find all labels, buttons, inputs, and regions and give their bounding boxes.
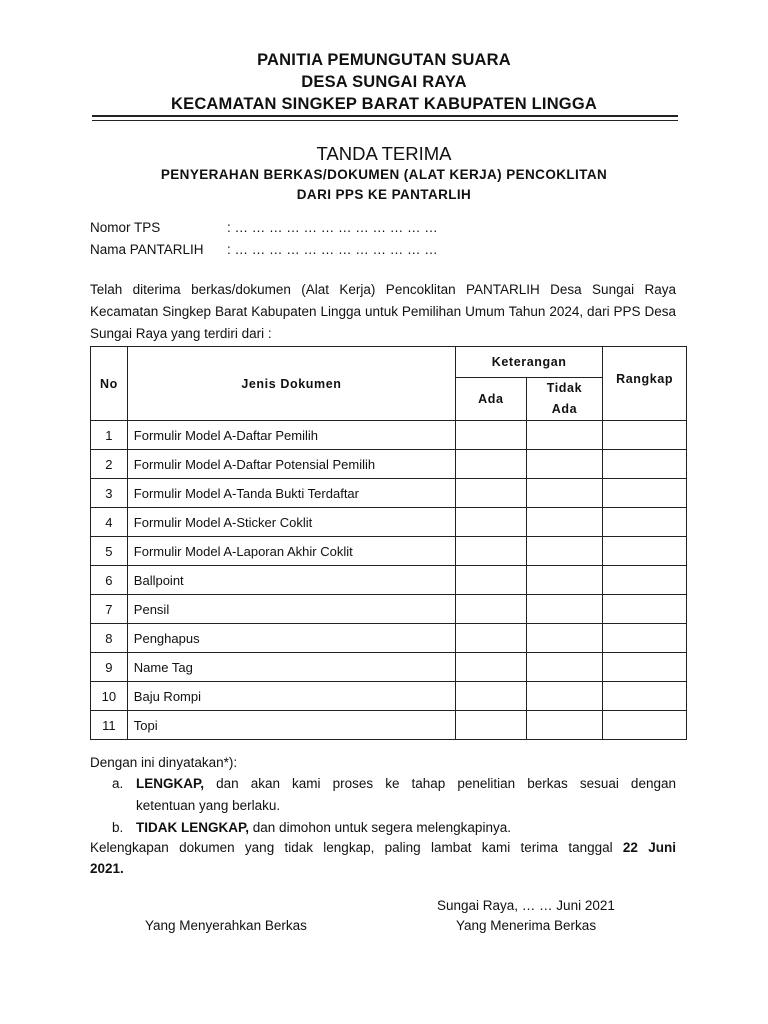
document-title: TANDA TERIMA [316, 143, 452, 164]
header-ada: Ada [456, 378, 527, 421]
row-tidak-ada-cell [526, 595, 603, 624]
row-number: 8 [91, 624, 128, 653]
table-body [91, 421, 687, 740]
row-ada-cell [456, 450, 527, 479]
option-a-line2: ketentuan yang berlaku. [136, 798, 281, 813]
table-row [91, 595, 687, 624]
option-a-label: LENGKAP, [136, 776, 205, 791]
committee-name: PANITIA PEMUNGUTAN SUARA [257, 51, 511, 69]
row-number: 6 [91, 566, 128, 595]
row-document-name: Penghapus [127, 624, 455, 653]
header-tidak-ada-line1: Tidak [546, 381, 583, 395]
field-value-nama-pantarlih: : … … … … … … … … … … … … [227, 242, 438, 257]
row-rangkap-cell [603, 682, 687, 711]
table-row [91, 479, 687, 508]
row-document-name: Formulir Model A-Sticker Coklit [127, 508, 455, 537]
row-ada-cell [456, 682, 527, 711]
row-ada-cell [456, 595, 527, 624]
statement-intro: Dengan ini dinyatakan*): [90, 755, 238, 770]
table-row [91, 566, 687, 595]
field-label-nomor-tps: Nomor TPS [90, 220, 161, 235]
table-row [91, 421, 687, 450]
row-tidak-ada-cell [526, 537, 603, 566]
row-ada-cell [456, 421, 527, 450]
header-rule-thin [92, 120, 678, 121]
row-rangkap-cell [603, 450, 687, 479]
header-jenis-dokumen: Jenis Dokumen [127, 347, 455, 421]
row-document-name: Pensil [127, 595, 455, 624]
row-number: 3 [91, 479, 128, 508]
row-tidak-ada-cell [526, 421, 603, 450]
row-number: 7 [91, 595, 128, 624]
header-rule-thick [92, 115, 678, 117]
row-number: 9 [91, 653, 128, 682]
row-document-name: Formulir Model A-Daftar Potensial Pemilih [127, 450, 455, 479]
table-row [91, 653, 687, 682]
row-number: 5 [91, 537, 128, 566]
row-document-name: Formulir Model A-Laporan Akhir Coklit [127, 537, 455, 566]
row-document-name: Name Tag [127, 653, 455, 682]
signature-giver: Yang Menyerahkan Berkas [145, 918, 307, 933]
row-rangkap-cell [603, 479, 687, 508]
row-tidak-ada-cell [526, 450, 603, 479]
row-tidak-ada-cell [526, 479, 603, 508]
header-tidak-ada-line2: Ada [551, 402, 578, 416]
row-rangkap-cell [603, 624, 687, 653]
option-a-line1 [136, 776, 676, 791]
row-number: 11 [91, 711, 128, 740]
row-ada-cell [456, 566, 527, 595]
row-rangkap-cell [603, 537, 687, 566]
row-tidak-ada-cell [526, 711, 603, 740]
row-number: 2 [91, 450, 128, 479]
row-document-name: Baju Rompi [127, 682, 455, 711]
option-b-marker: b. [112, 820, 124, 835]
table-row [91, 711, 687, 740]
header-keterangan: Keterangan [456, 347, 603, 378]
place-date: Sungai Raya, … … Juni 2021 [437, 898, 615, 913]
row-rangkap-cell [603, 566, 687, 595]
table-row [91, 508, 687, 537]
option-b-text: dan dimohon untuk segera melengkapinya. [252, 820, 511, 835]
row-ada-cell [456, 624, 527, 653]
document-table [90, 346, 687, 740]
row-tidak-ada-cell [526, 682, 603, 711]
village-name: DESA SUNGAI RAYA [301, 73, 467, 91]
row-rangkap-cell [603, 421, 687, 450]
row-document-name: Formulir Model A-Tanda Bukti Terdaftar [127, 479, 455, 508]
field-value-nomor-tps: : … … … … … … … … … … … … [227, 220, 438, 235]
header-no: No [91, 347, 128, 421]
document-subtitle-line2: DARI PPS KE PANTARLIH [296, 187, 472, 202]
field-label-nama-pantarlih: Nama PANTARLIH [90, 242, 204, 257]
table-row [91, 450, 687, 479]
document-subtitle-line1: PENYERAHAN BERKAS/DOKUMEN (ALAT KERJA) PENCOKLITAN [160, 167, 608, 182]
row-ada-cell [456, 711, 527, 740]
row-rangkap-cell [603, 508, 687, 537]
row-ada-cell [456, 508, 527, 537]
row-document-name: Ballpoint [127, 566, 455, 595]
header-tidak-ada [526, 378, 603, 421]
row-document-name: Topi [127, 711, 455, 740]
row-ada-cell [456, 479, 527, 508]
row-tidak-ada-cell [526, 508, 603, 537]
row-tidak-ada-cell [526, 624, 603, 653]
closing-date-part2: 2021. [90, 861, 124, 876]
closing-line1 [90, 840, 676, 855]
table-row [91, 537, 687, 566]
option-a-marker: a. [112, 776, 124, 791]
row-number: 10 [91, 682, 128, 711]
table-row [91, 682, 687, 711]
signature-receiver: Yang Menerima Berkas [456, 918, 597, 933]
row-number: 4 [91, 508, 128, 537]
district-name: KECAMATAN SINGKEP BARAT KABUPATEN LINGGA [171, 95, 597, 113]
option-a-text: dan akan kami proses ke tahap penelitian berkas sesuai dengan [216, 776, 676, 791]
row-ada-cell [456, 653, 527, 682]
row-rangkap-cell [603, 711, 687, 740]
row-document-name: Formulir Model A-Daftar Pemilih [127, 421, 455, 450]
row-tidak-ada-cell [526, 566, 603, 595]
closing-date-part1: 22 Juni [622, 840, 676, 855]
row-rangkap-cell [603, 653, 687, 682]
header-rangkap: Rangkap [603, 347, 687, 421]
row-rangkap-cell [603, 595, 687, 624]
row-tidak-ada-cell [526, 653, 603, 682]
option-b-label: TIDAK LENGKAP, [136, 820, 250, 835]
table-row [91, 624, 687, 653]
closing-text: Kelengkapan dokumen yang tidak lengkap, paling lambat kami terima tanggal [90, 840, 613, 855]
row-number: 1 [91, 421, 128, 450]
option-b-line [136, 820, 511, 835]
row-ada-cell [456, 537, 527, 566]
intro-paragraph: Telah diterima berkas/dokumen (Alat Kerja) Pencoklitan PANTARLIH Desa Sungai Raya Kecamatan Singkep Barat Kabupaten Lingga untuk Pemilihan Umum Tahun 2024, dari PPS Desa Sungai Raya yang terdiri dari : [90, 282, 676, 341]
